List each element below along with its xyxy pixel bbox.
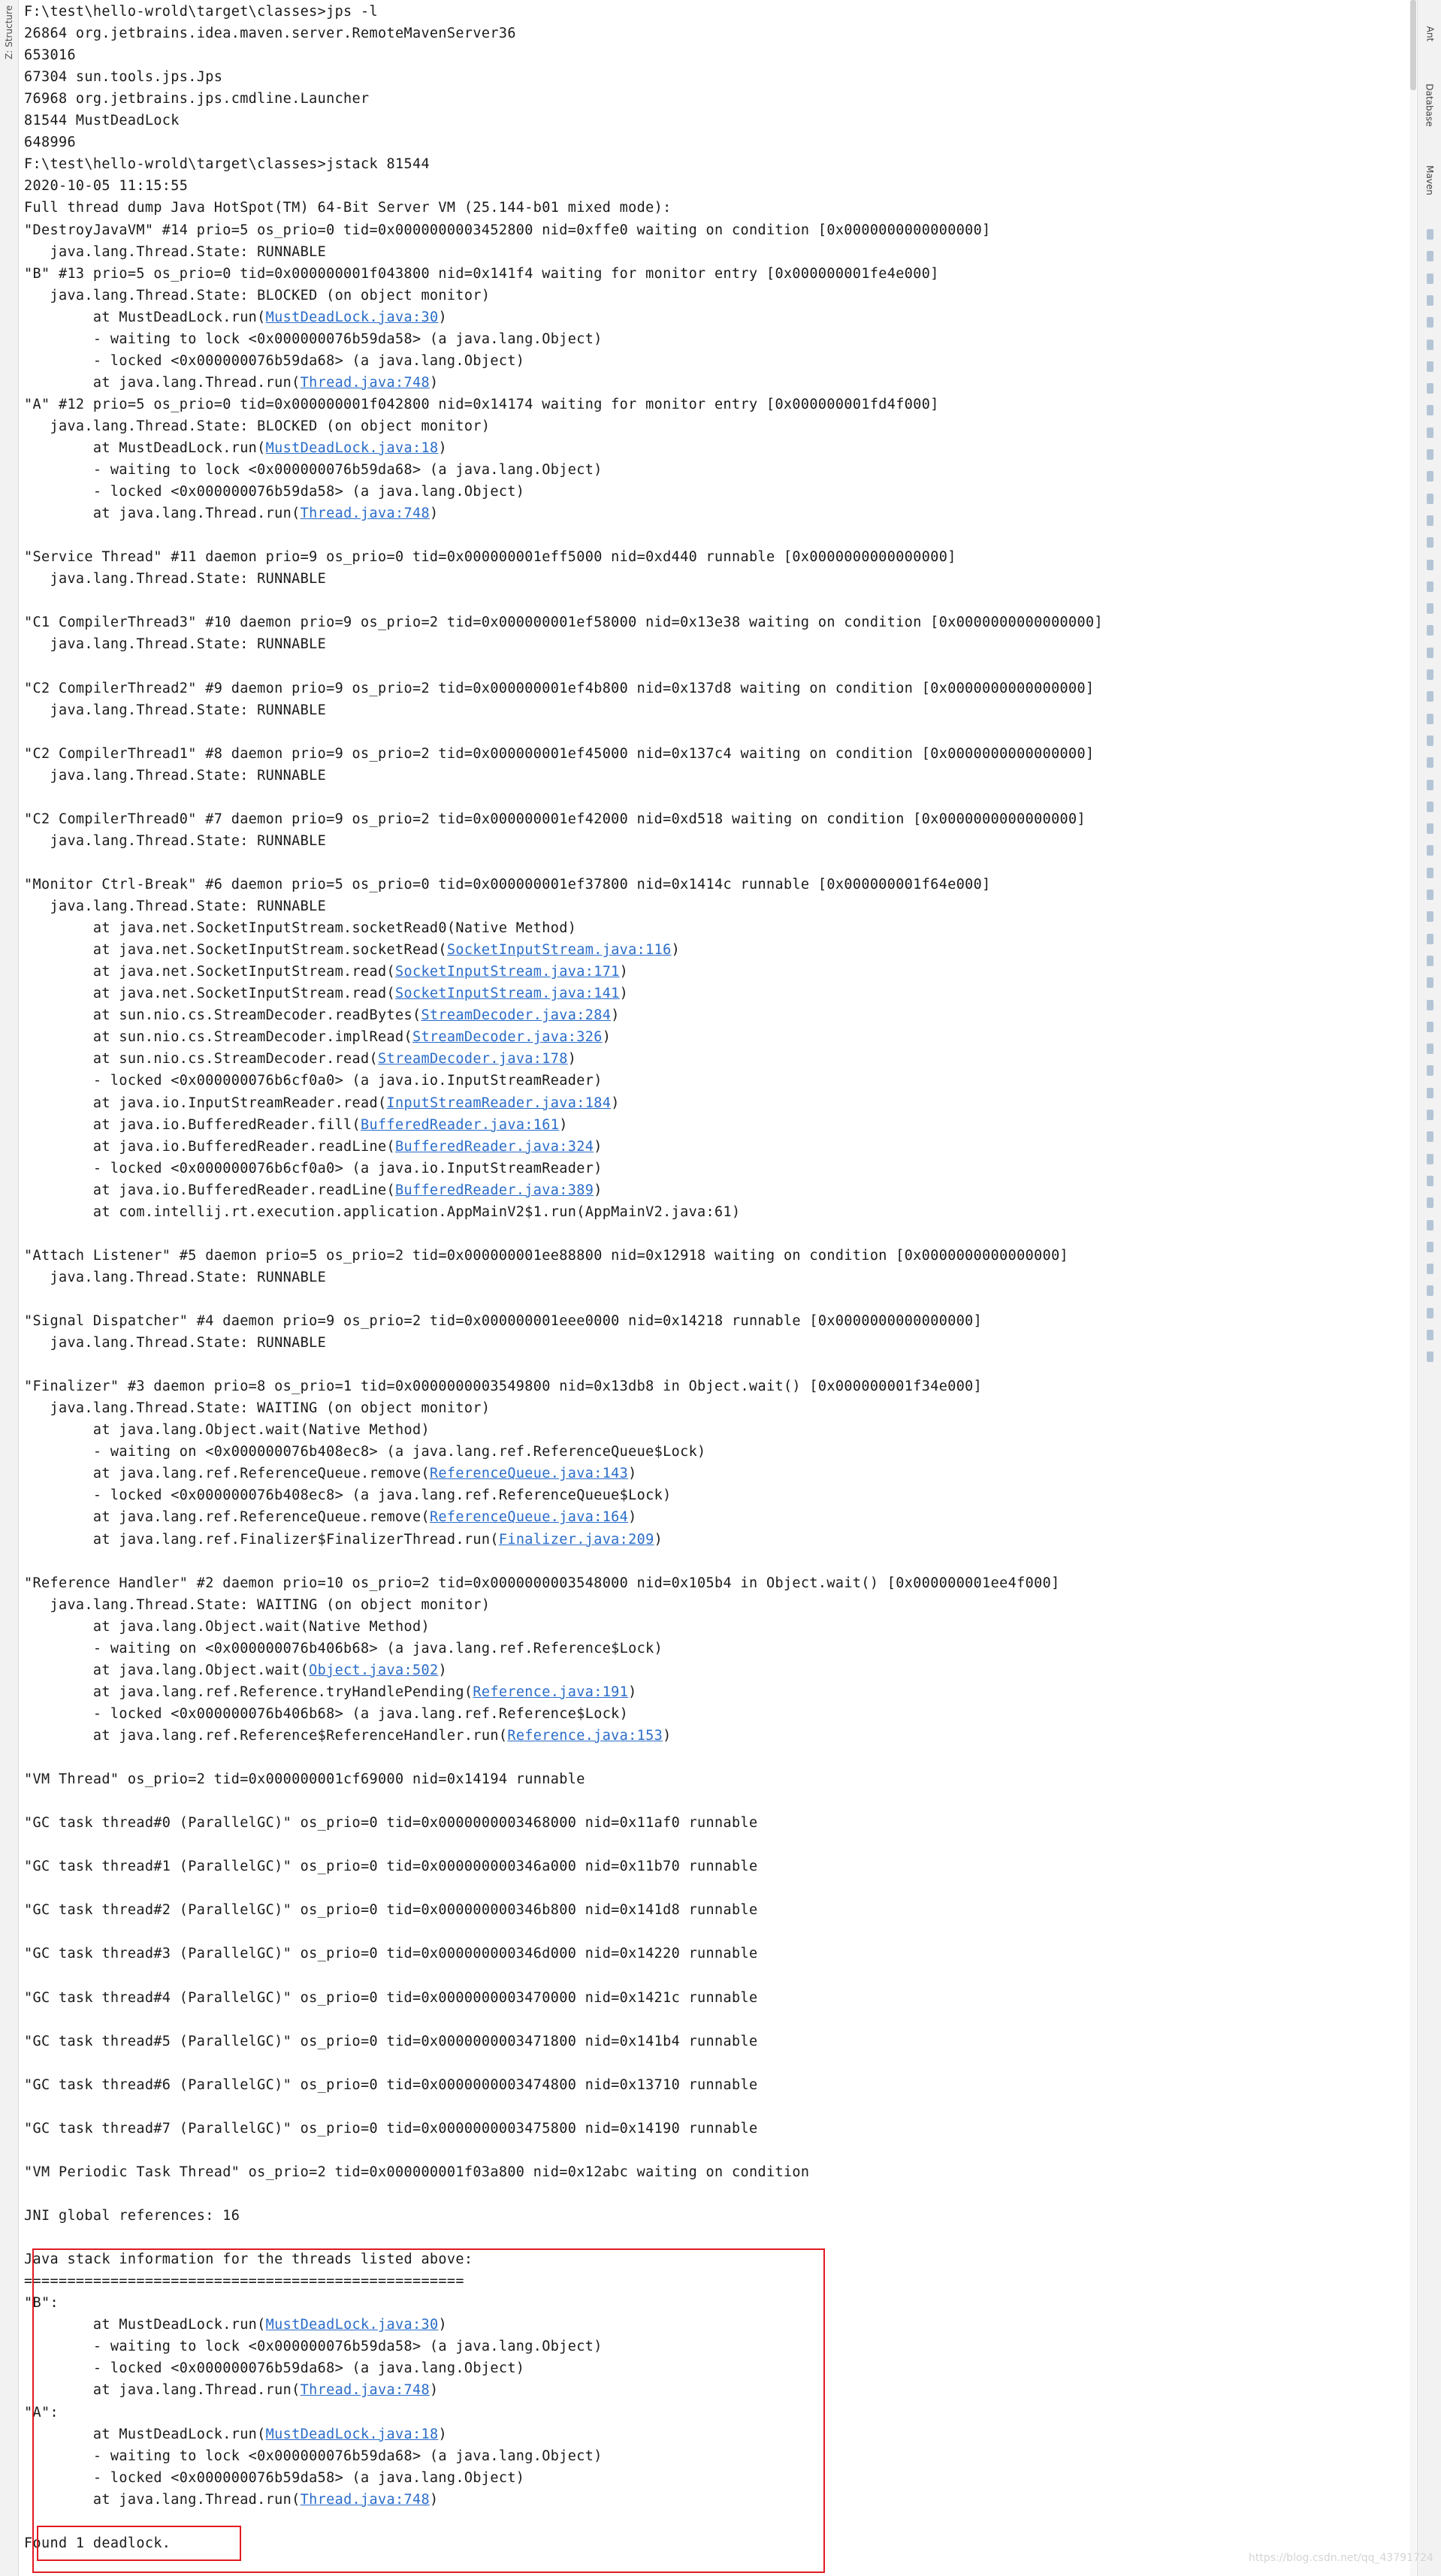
console-line	[24, 328, 603, 350]
source-link[interactable]: StreamDecoder.java:326	[412, 1029, 603, 1046]
console-line-text: 81544 MustDeadLock	[24, 113, 180, 129]
gutter-marker-icon	[1427, 1022, 1433, 1032]
gutter-marker-icon	[1427, 1154, 1433, 1164]
console-line	[24, 1267, 326, 1288]
console-line-text: Found 1 deadlock.	[24, 2535, 171, 2551]
console-line	[24, 678, 1095, 699]
console-line-text: at sun.nio.cs.StreamDecoder.read(	[24, 1051, 379, 1068]
console-line-text: at java.net.SocketInputStream.read(	[24, 986, 395, 1002]
console-line	[24, 917, 576, 939]
console-line	[24, 1026, 611, 1048]
gutter-marker-icon	[1427, 1351, 1433, 1362]
console-line-text: "C2 CompilerThread0" #7 daemon prio=9 os_prio=2 tid=0x000000001ef42000 nid=0xd518 waiting on condition [0x0000000000000000]	[24, 811, 1086, 827]
console-line	[24, 1463, 637, 1484]
console-line-text: 76968 org.jetbrains.jps.cmdline.Launcher	[24, 91, 370, 107]
console-line	[24, 372, 438, 394]
console-line-text: at java.net.SocketInputStream.socketRead0(Native Method)	[24, 920, 577, 937]
console-line	[24, 568, 326, 590]
console-line-text: at sun.nio.cs.StreamDecoder.implRead(	[24, 1029, 412, 1046]
console-line	[24, 1659, 447, 1681]
console-line-text: at java.lang.ref.ReferenceQueue.remove(	[24, 1509, 430, 1526]
console-line-suffix: )	[438, 440, 447, 456]
source-link[interactable]: MustDeadLock.java:18	[265, 2426, 439, 2442]
gutter-marker-icon	[1427, 977, 1433, 988]
console-line-suffix: )	[628, 1466, 637, 1482]
console-line-text: 648996	[24, 134, 76, 151]
console-line	[24, 1484, 672, 1506]
console-line	[24, 2074, 757, 2096]
console-line-text: Java stack information for the threads listed above:	[24, 2251, 473, 2268]
source-link[interactable]: BufferedReader.java:389	[394, 1182, 594, 1198]
console-line	[24, 1179, 603, 1201]
console-line-text: "Service Thread" #11 daemon prio=9 os_prio=0 tid=0x000000001eff5000 nid=0xd440 runnable [0x0000000000000000]	[24, 549, 956, 566]
console-line	[24, 1703, 628, 1725]
console-line	[24, 1114, 568, 1136]
gutter-marker-icon	[1427, 471, 1433, 482]
console-line	[24, 1725, 672, 1747]
source-link[interactable]: Object.java:502	[309, 1662, 439, 1678]
console-line-text: 653016	[24, 47, 76, 64]
console-line	[24, 874, 991, 895]
console-line	[24, 1529, 663, 1551]
console-line	[24, 66, 222, 88]
console-line-text: at MustDeadLock.run(	[24, 2317, 266, 2333]
console-line-text: JNI global references: 16	[24, 2208, 240, 2224]
console-line-suffix: )	[619, 986, 629, 1002]
console-line	[24, 131, 76, 153]
gutter-marker-icon	[1427, 1088, 1433, 1098]
console-line-text: at java.lang.ref.Reference$ReferenceHandler.run(	[24, 1727, 508, 1744]
console-line	[24, 1376, 982, 1397]
source-link[interactable]: Finalizer.java:209	[498, 1531, 654, 1548]
console-line-suffix: )	[628, 1684, 637, 1700]
console-line-text: - locked <0x000000076b6cf0a0> (a java.io.InputStreamReader)	[24, 1160, 603, 1176]
console-line-text: - waiting to lock <0x000000076b59da68> (a java.lang.Object)	[24, 2448, 603, 2464]
console-line-suffix: )	[429, 2491, 439, 2508]
console-line-text: "C1 CompilerThread3" #10 daemon prio=9 os_prio=2 tid=0x000000001ef58000 nid=0x13e38 waiting on condition [0x0000000000000000]	[24, 615, 1103, 631]
gutter-marker-icon	[1427, 427, 1433, 438]
console-line	[24, 895, 326, 917]
console-line	[24, 2031, 757, 2052]
console-line-text: - locked <0x000000076b59da68> (a java.lang.Object)	[24, 352, 525, 369]
source-link[interactable]: StreamDecoder.java:178	[378, 1051, 568, 1068]
console-line-text: at java.io.InputStreamReader.read(	[24, 1095, 387, 1111]
left-tool-gutter	[0, 0, 19, 2576]
console-line	[24, 939, 680, 961]
console-line	[24, 437, 447, 459]
console-line	[24, 743, 1095, 765]
console-line-text: "Signal Dispatcher" #4 daemon prio=9 os_prio=2 tid=0x000000001eee0000 nid=0x14218 runnable [0x0000000000000000]	[24, 1313, 983, 1329]
structure-tab[interactable]	[0, 0, 18, 65]
console-line	[24, 830, 326, 852]
found-deadlock-highlight-box	[37, 2526, 241, 2561]
console-line	[24, 1397, 490, 1419]
gutter-marker-icon	[1427, 934, 1433, 944]
database-tab-label: Database	[1424, 83, 1436, 127]
console-line-text: 26864 org.jetbrains.idea.maven.server.RemoteMavenServer36	[24, 26, 516, 42]
gutter-marker-icon	[1427, 823, 1433, 834]
gutter-marker-icon	[1427, 735, 1433, 746]
gutter-marker-icon	[1427, 1065, 1433, 1076]
source-link[interactable]: SocketInputStream.java:116	[446, 942, 672, 959]
console-line	[24, 110, 180, 131]
console-line	[24, 285, 490, 307]
console-line	[24, 350, 524, 372]
source-link[interactable]: ReferenceQueue.java:164	[429, 1509, 629, 1526]
console-line-text: "GC task thread#2 (ParallelGC)" os_prio=0 tid=0x000000000346b800 nid=0x141d8 runnable	[24, 1902, 758, 1919]
console-line-text: at java.io.BufferedReader.readLine(	[24, 1182, 395, 1198]
gutter-marker-icon	[1427, 383, 1433, 394]
console-line-text: at java.lang.Thread.run(	[24, 374, 301, 391]
console-line	[24, 1987, 757, 2009]
source-link[interactable]: Thread.java:748	[300, 506, 430, 522]
console-line-text: - waiting to lock <0x000000076b59da68> (a java.lang.Object)	[24, 462, 603, 479]
console-line-suffix: )	[602, 1029, 612, 1046]
console-line-text: "DestroyJavaVM" #14 prio=5 os_prio=0 tid=0x0000000003452800 nid=0xffe0 waiting on condition [0x0000000000000000]	[24, 222, 991, 238]
console-line-text: "A":	[24, 2404, 59, 2420]
console-line-text: java.lang.Thread.State: WAITING (on object monitor)	[24, 1400, 491, 1417]
console-line-text: "GC task thread#5 (ParallelGC)" os_prio=0 tid=0x0000000003471800 nid=0x141b4 runnable	[24, 2033, 758, 2049]
console-line	[24, 197, 672, 219]
console-line-text: at com.intellij.rt.execution.application.AppMainV2$1.run(AppMainV2.java:61)	[24, 1203, 741, 1220]
console-line	[24, 1245, 1068, 1267]
console-line-text: at MustDeadLock.run(	[24, 309, 266, 325]
source-link[interactable]: BufferedReader.java:161	[361, 1116, 560, 1133]
console-line	[24, 459, 603, 481]
source-link[interactable]: Thread.java:748	[300, 2491, 430, 2508]
console-line-text: - locked <0x000000076b6cf0a0> (a java.io.InputStreamReader)	[24, 1073, 603, 1089]
console-line-text: - waiting to lock <0x000000076b59da58> (a java.lang.Object)	[24, 331, 603, 347]
source-link[interactable]: MustDeadLock.java:18	[265, 440, 439, 456]
console-line	[24, 1594, 490, 1616]
console-line	[24, 765, 326, 787]
console-line-text: at java.lang.Object.wait(Native Method)	[24, 1618, 430, 1635]
console-line-text: - locked <0x000000076b59da58> (a java.lang.Object)	[24, 2469, 525, 2486]
console-line-text: java.lang.Thread.State: RUNNABLE	[24, 636, 327, 653]
console-line-text: java.lang.Thread.State: WAITING (on object monitor)	[24, 1596, 491, 1613]
console-line-text: - locked <0x000000076b406b68> (a java.lang.ref.Reference$Lock)	[24, 1705, 629, 1722]
gutter-marker-icon	[1427, 1176, 1433, 1186]
gutter-marker-icon	[1427, 802, 1433, 812]
console-line-suffix: )	[429, 506, 439, 522]
console-line-text: ===================================================	[24, 2273, 464, 2290]
console-line-text: at java.io.BufferedReader.readLine(	[24, 1138, 395, 1155]
gutter-marker-icon	[1427, 1264, 1433, 1274]
console-line-text: "GC task thread#0 (ParallelGC)" os_prio=0 tid=0x0000000003468000 nid=0x11af0 runnable	[24, 1815, 758, 1832]
console-line-text: "Monitor Ctrl-Break" #6 daemon prio=5 os_prio=0 tid=0x000000001ef37800 nid=0x1414c runnable [0x000000001f64e000]	[24, 877, 991, 892]
console-line-text: "GC task thread#4 (ParallelGC)" os_prio=0 tid=0x0000000003470000 nid=0x1421c runnable	[24, 1989, 758, 2006]
source-link[interactable]: StreamDecoder.java:284	[421, 1007, 612, 1024]
console-line	[24, 88, 370, 110]
console-line	[24, 1506, 637, 1528]
gutter-marker-icon	[1427, 251, 1433, 261]
gutter-marker-icon	[1427, 405, 1433, 415]
structure-tab-label: Z: Structure	[4, 5, 14, 59]
console-line-text: java.lang.Thread.State: RUNNABLE	[24, 898, 327, 915]
gutter-marker-icon	[1427, 868, 1433, 878]
gutter-marker-icon	[1427, 560, 1433, 570]
gutter-marker-icon	[1427, 1285, 1433, 1296]
console-scrollbar[interactable]	[1410, 0, 1416, 2576]
console-line-text: - locked <0x000000076b408ec8> (a java.lang.ref.ReferenceQueue$Lock)	[24, 1487, 672, 1504]
source-link[interactable]: Thread.java:748	[300, 2382, 430, 2399]
console-output[interactable]	[24, 0, 1406, 2576]
console-line-suffix: )	[594, 1138, 603, 1155]
console-line	[24, 1681, 637, 1703]
gutter-marker-icon	[1427, 229, 1433, 240]
console-line-text: java.lang.Thread.State: RUNNABLE	[24, 243, 327, 260]
gutter-marker-icon	[1427, 1043, 1433, 1054]
gutter-marker-icon	[1427, 1220, 1433, 1231]
console-line	[24, 1048, 576, 1070]
gutter-marker-icon	[1427, 669, 1433, 680]
console-line-suffix: )	[559, 1116, 568, 1133]
console-line-text: "GC task thread#1 (ParallelGC)" os_prio=0 tid=0x000000000346a000 nid=0x11b70 runnable	[24, 1859, 758, 1875]
gutter-marker-icon	[1427, 780, 1433, 790]
console-line-text: java.lang.Thread.State: RUNNABLE	[24, 571, 327, 587]
console-line	[24, 1004, 620, 1026]
gutter-marker-icon	[1427, 1330, 1433, 1340]
console-line	[24, 1332, 326, 1354]
gutter-marker-icon	[1427, 889, 1433, 900]
console-line-text: at java.lang.Object.wait(Native Method)	[24, 1422, 430, 1439]
console-line-text: at java.lang.Thread.run(	[24, 506, 301, 522]
console-line	[24, 1419, 430, 1441]
console-line-text: at java.lang.Object.wait(	[24, 1662, 310, 1678]
console-line-text: - waiting on <0x000000076b408ec8> (a java.lang.ref.ReferenceQueue$Lock)	[24, 1444, 706, 1460]
console-line-suffix: )	[619, 964, 629, 980]
gutter-marker-icon	[1427, 648, 1433, 658]
console-line-text: at java.net.SocketInputStream.read(	[24, 964, 395, 980]
console-line-suffix: )	[663, 1727, 672, 1744]
console-line-suffix: )	[429, 2382, 439, 2399]
console-line-text: "C2 CompilerThread2" #9 daemon prio=9 os_prio=2 tid=0x000000001ef4b800 nid=0x137d8 waiting on condition [0x0000000000000000]	[24, 680, 1095, 696]
gutter-marker-icon	[1427, 1308, 1433, 1318]
gutter-marker-icon	[1427, 691, 1433, 702]
gutter-marker-icon	[1427, 273, 1433, 284]
console-line-text: "B" #13 prio=5 os_prio=0 tid=0x000000001f043800 nid=0x141f4 waiting for monitor entry [0x000000001fe4e000]	[24, 265, 939, 282]
gutter-marker-icon	[1427, 845, 1433, 856]
console-line	[24, 415, 490, 437]
console-line	[24, 612, 1103, 633]
console-line-text: F:\test\hello-wrold\target\classes>jps -l	[24, 4, 379, 20]
console-line	[24, 2205, 240, 2227]
console-line-text: java.lang.Thread.State: RUNNABLE	[24, 1269, 327, 1285]
console-line-text: 2020-10-05 11:15:55	[24, 178, 189, 195]
source-link[interactable]: MustDeadLock.java:30	[265, 309, 439, 325]
gutter-marker-icon	[1427, 361, 1433, 372]
gutter-marker-icon	[1427, 340, 1433, 350]
console-line	[24, 23, 516, 44]
console-line	[24, 394, 939, 415]
console-line	[24, 1, 378, 23]
console-line	[24, 153, 430, 175]
database-tab[interactable]	[1418, 71, 1441, 139]
console-line	[24, 44, 76, 66]
console-line	[24, 503, 438, 524]
console-line	[24, 546, 956, 568]
console-line	[24, 1092, 620, 1114]
console-line-suffix: )	[628, 1509, 637, 1526]
console-line	[24, 983, 628, 1004]
console-line-text: java.lang.Thread.State: RUNNABLE	[24, 1335, 327, 1351]
gutter-marker-icon	[1427, 911, 1433, 922]
gutter-marker-icon	[1427, 317, 1433, 328]
gutter-marker-icon	[1427, 1110, 1433, 1120]
gutter-marker-icon	[1427, 603, 1433, 614]
maven-tab[interactable]	[1418, 146, 1441, 214]
scrollbar-thumb[interactable]	[1410, 0, 1416, 90]
console-line	[24, 2161, 809, 2183]
console-line	[24, 219, 991, 241]
console-line-suffix: )	[438, 2317, 447, 2333]
console-line-suffix: )	[654, 1531, 663, 1548]
console-line-text: at MustDeadLock.run(	[24, 2426, 266, 2442]
source-link[interactable]: Reference.java:153	[507, 1727, 663, 1744]
console-line	[24, 263, 939, 285]
gutter-marker-icon	[1427, 1131, 1433, 1142]
console-line	[24, 1441, 706, 1463]
gutter-marker-icon	[1427, 295, 1433, 306]
console-line	[24, 175, 188, 197]
gutter-marker-icon	[1427, 449, 1433, 460]
console-line	[24, 961, 628, 983]
console-line	[24, 1158, 603, 1179]
console-line	[24, 1768, 585, 1790]
gutter-marker-icon	[1427, 1242, 1433, 1252]
console-line-text: "VM Thread" os_prio=2 tid=0x000000001cf69000 nid=0x14194 runnable	[24, 1771, 585, 1788]
watermark: https://blog.csdn.net/qq_43791724	[1249, 2552, 1433, 2564]
console-line	[24, 241, 326, 263]
console-line	[24, 1070, 603, 1092]
console-line-suffix: )	[438, 1662, 447, 1678]
gutter-marker-icon	[1427, 1197, 1433, 1208]
console-line-text: "Finalizer" #3 daemon prio=8 os_prio=1 tid=0x0000000003549800 nid=0x13db8 in Object.wait() [0x000000001f34e000]	[24, 1379, 983, 1395]
console-line	[24, 1812, 757, 1834]
console-line-text: - waiting to lock <0x000000076b59da58> (a java.lang.Object)	[24, 2339, 603, 2355]
console-line-text: at MustDeadLock.run(	[24, 440, 266, 456]
console-line-text: at java.lang.Thread.run(	[24, 2491, 301, 2508]
console-line-text: at java.net.SocketInputStream.socketRead(	[24, 942, 447, 959]
console-line	[24, 1856, 757, 1877]
console-line	[24, 1310, 982, 1332]
console-line-suffix: )	[438, 309, 447, 325]
console-line-text: java.lang.Thread.State: RUNNABLE	[24, 767, 327, 784]
console-line	[24, 1616, 430, 1638]
console-line	[24, 699, 326, 721]
console-line-suffix: )	[429, 374, 439, 391]
console-line-text: at java.lang.ref.Reference.tryHandlePending(	[24, 1684, 473, 1700]
console-line-suffix: )	[594, 1182, 603, 1198]
console-line-text: F:\test\hello-wrold\target\classes>jstack 81544	[24, 156, 430, 173]
source-link[interactable]: MustDeadLock.java:30	[265, 2317, 439, 2333]
console-line-text: at java.lang.ref.Finalizer$FinalizerThread.run(	[24, 1531, 499, 1548]
gutter-marker-icon	[1427, 956, 1433, 966]
console-line-suffix: )	[611, 1095, 620, 1111]
console-line-text: - waiting on <0x000000076b406b68> (a java.lang.ref.Reference$Lock)	[24, 1640, 663, 1656]
console-line-text: at java.io.BufferedReader.fill(	[24, 1116, 361, 1133]
console-line-text: java.lang.Thread.State: RUNNABLE	[24, 832, 327, 849]
deadlock-highlight-box	[32, 2248, 825, 2573]
console-line	[24, 1638, 663, 1659]
console-line	[24, 1943, 757, 1964]
source-link[interactable]: BufferedReader.java:324	[394, 1138, 594, 1155]
source-link[interactable]: SocketInputStream.java:171	[394, 964, 620, 980]
console-line-text: Full thread dump Java HotSpot(TM) 64-Bit Server VM (25.144-b01 mixed mode):	[24, 200, 672, 216]
console-line-text: "B":	[24, 2295, 59, 2312]
source-link[interactable]: Reference.java:191	[473, 1684, 629, 1700]
source-link[interactable]: InputStreamReader.java:184	[386, 1095, 612, 1111]
console-line-suffix: )	[567, 1051, 577, 1068]
console-line-suffix: )	[611, 1007, 620, 1024]
gutter-marker-icon	[1427, 1000, 1433, 1010]
console-line-text: - locked <0x000000076b59da68> (a java.lang.Object)	[24, 2360, 525, 2377]
gutter-marker-icon	[1427, 515, 1433, 526]
console-line-text: - locked <0x000000076b59da58> (a java.lang.Object)	[24, 484, 525, 500]
console-line-text: "VM Periodic Task Thread" os_prio=2 tid=0x000000001f03a800 nid=0x12abc waiting on condition	[24, 2164, 810, 2180]
console-line-text: java.lang.Thread.State: RUNNABLE	[24, 702, 327, 718]
console-line	[24, 1572, 1060, 1594]
console-line-text: "C2 CompilerThread1" #8 daemon prio=9 os_prio=2 tid=0x000000001ef45000 nid=0x137c4 waiting on condition [0x0000000000000000]	[24, 745, 1095, 762]
ant-tab[interactable]	[1418, 0, 1441, 68]
ant-tab-label: Ant	[1424, 26, 1435, 42]
console-line-text: java.lang.Thread.State: BLOCKED (on object monitor)	[24, 287, 491, 304]
console-line-text: "GC task thread#6 (ParallelGC)" os_prio=0 tid=0x0000000003474800 nid=0x13710 runnable	[24, 2076, 758, 2093]
console-line-text: java.lang.Thread.State: BLOCKED (on object monitor)	[24, 418, 491, 434]
console-line	[24, 1201, 741, 1223]
console-line-suffix: )	[438, 2426, 447, 2442]
console-line	[24, 307, 447, 328]
gutter-marker-icon	[1427, 581, 1433, 592]
gutter-marker-icon	[1427, 625, 1433, 636]
console-line-suffix: )	[671, 942, 681, 959]
console-line-text: 67304 sun.tools.jps.Jps	[24, 69, 223, 86]
gutter-marker-icon	[1427, 757, 1433, 768]
gutter-marker-icon	[1427, 494, 1433, 504]
gutter-marker-icon	[1427, 714, 1433, 724]
console-line-text: "GC task thread#7 (ParallelGC)" os_prio=0 tid=0x0000000003475800 nid=0x14190 runnable	[24, 2120, 758, 2137]
console-line-text: at java.lang.Thread.run(	[24, 2382, 301, 2399]
console-line	[24, 1899, 757, 1921]
gutter-marker-icon	[1427, 537, 1433, 548]
console-line-text: "GC task thread#3 (ParallelGC)" os_prio=0 tid=0x000000000346d000 nid=0x14220 runnable	[24, 1946, 758, 1962]
right-tool-strip	[1417, 0, 1441, 2576]
console-line	[24, 1136, 603, 1158]
console-line-text: at java.lang.ref.ReferenceQueue.remove(	[24, 1466, 430, 1482]
console-line-text: "Attach Listener" #5 daemon prio=5 os_prio=2 tid=0x000000001ee88800 nid=0x12918 waiting on condition [0x0000000000000000]	[24, 1247, 1069, 1264]
source-link[interactable]: ReferenceQueue.java:143	[429, 1466, 629, 1482]
console-line-text: at sun.nio.cs.StreamDecoder.readBytes(	[24, 1007, 421, 1024]
console-line-text: "Reference Handler" #2 daemon prio=10 os_prio=2 tid=0x0000000003548000 nid=0x105b4 in Object.wait() [0x000000001ee4f000]	[24, 1575, 1060, 1591]
maven-tab-label: Maven	[1424, 165, 1436, 195]
console-line	[24, 481, 524, 503]
console-line	[24, 2118, 757, 2140]
source-link[interactable]: Thread.java:748	[300, 374, 430, 391]
source-link[interactable]: SocketInputStream.java:141	[394, 986, 620, 1002]
console-line	[24, 808, 1086, 830]
console-line	[24, 633, 326, 655]
console-line-text: "A" #12 prio=5 os_prio=0 tid=0x000000001f042800 nid=0x14174 waiting for monitor entry [0x000000001fd4f000]	[24, 396, 939, 412]
